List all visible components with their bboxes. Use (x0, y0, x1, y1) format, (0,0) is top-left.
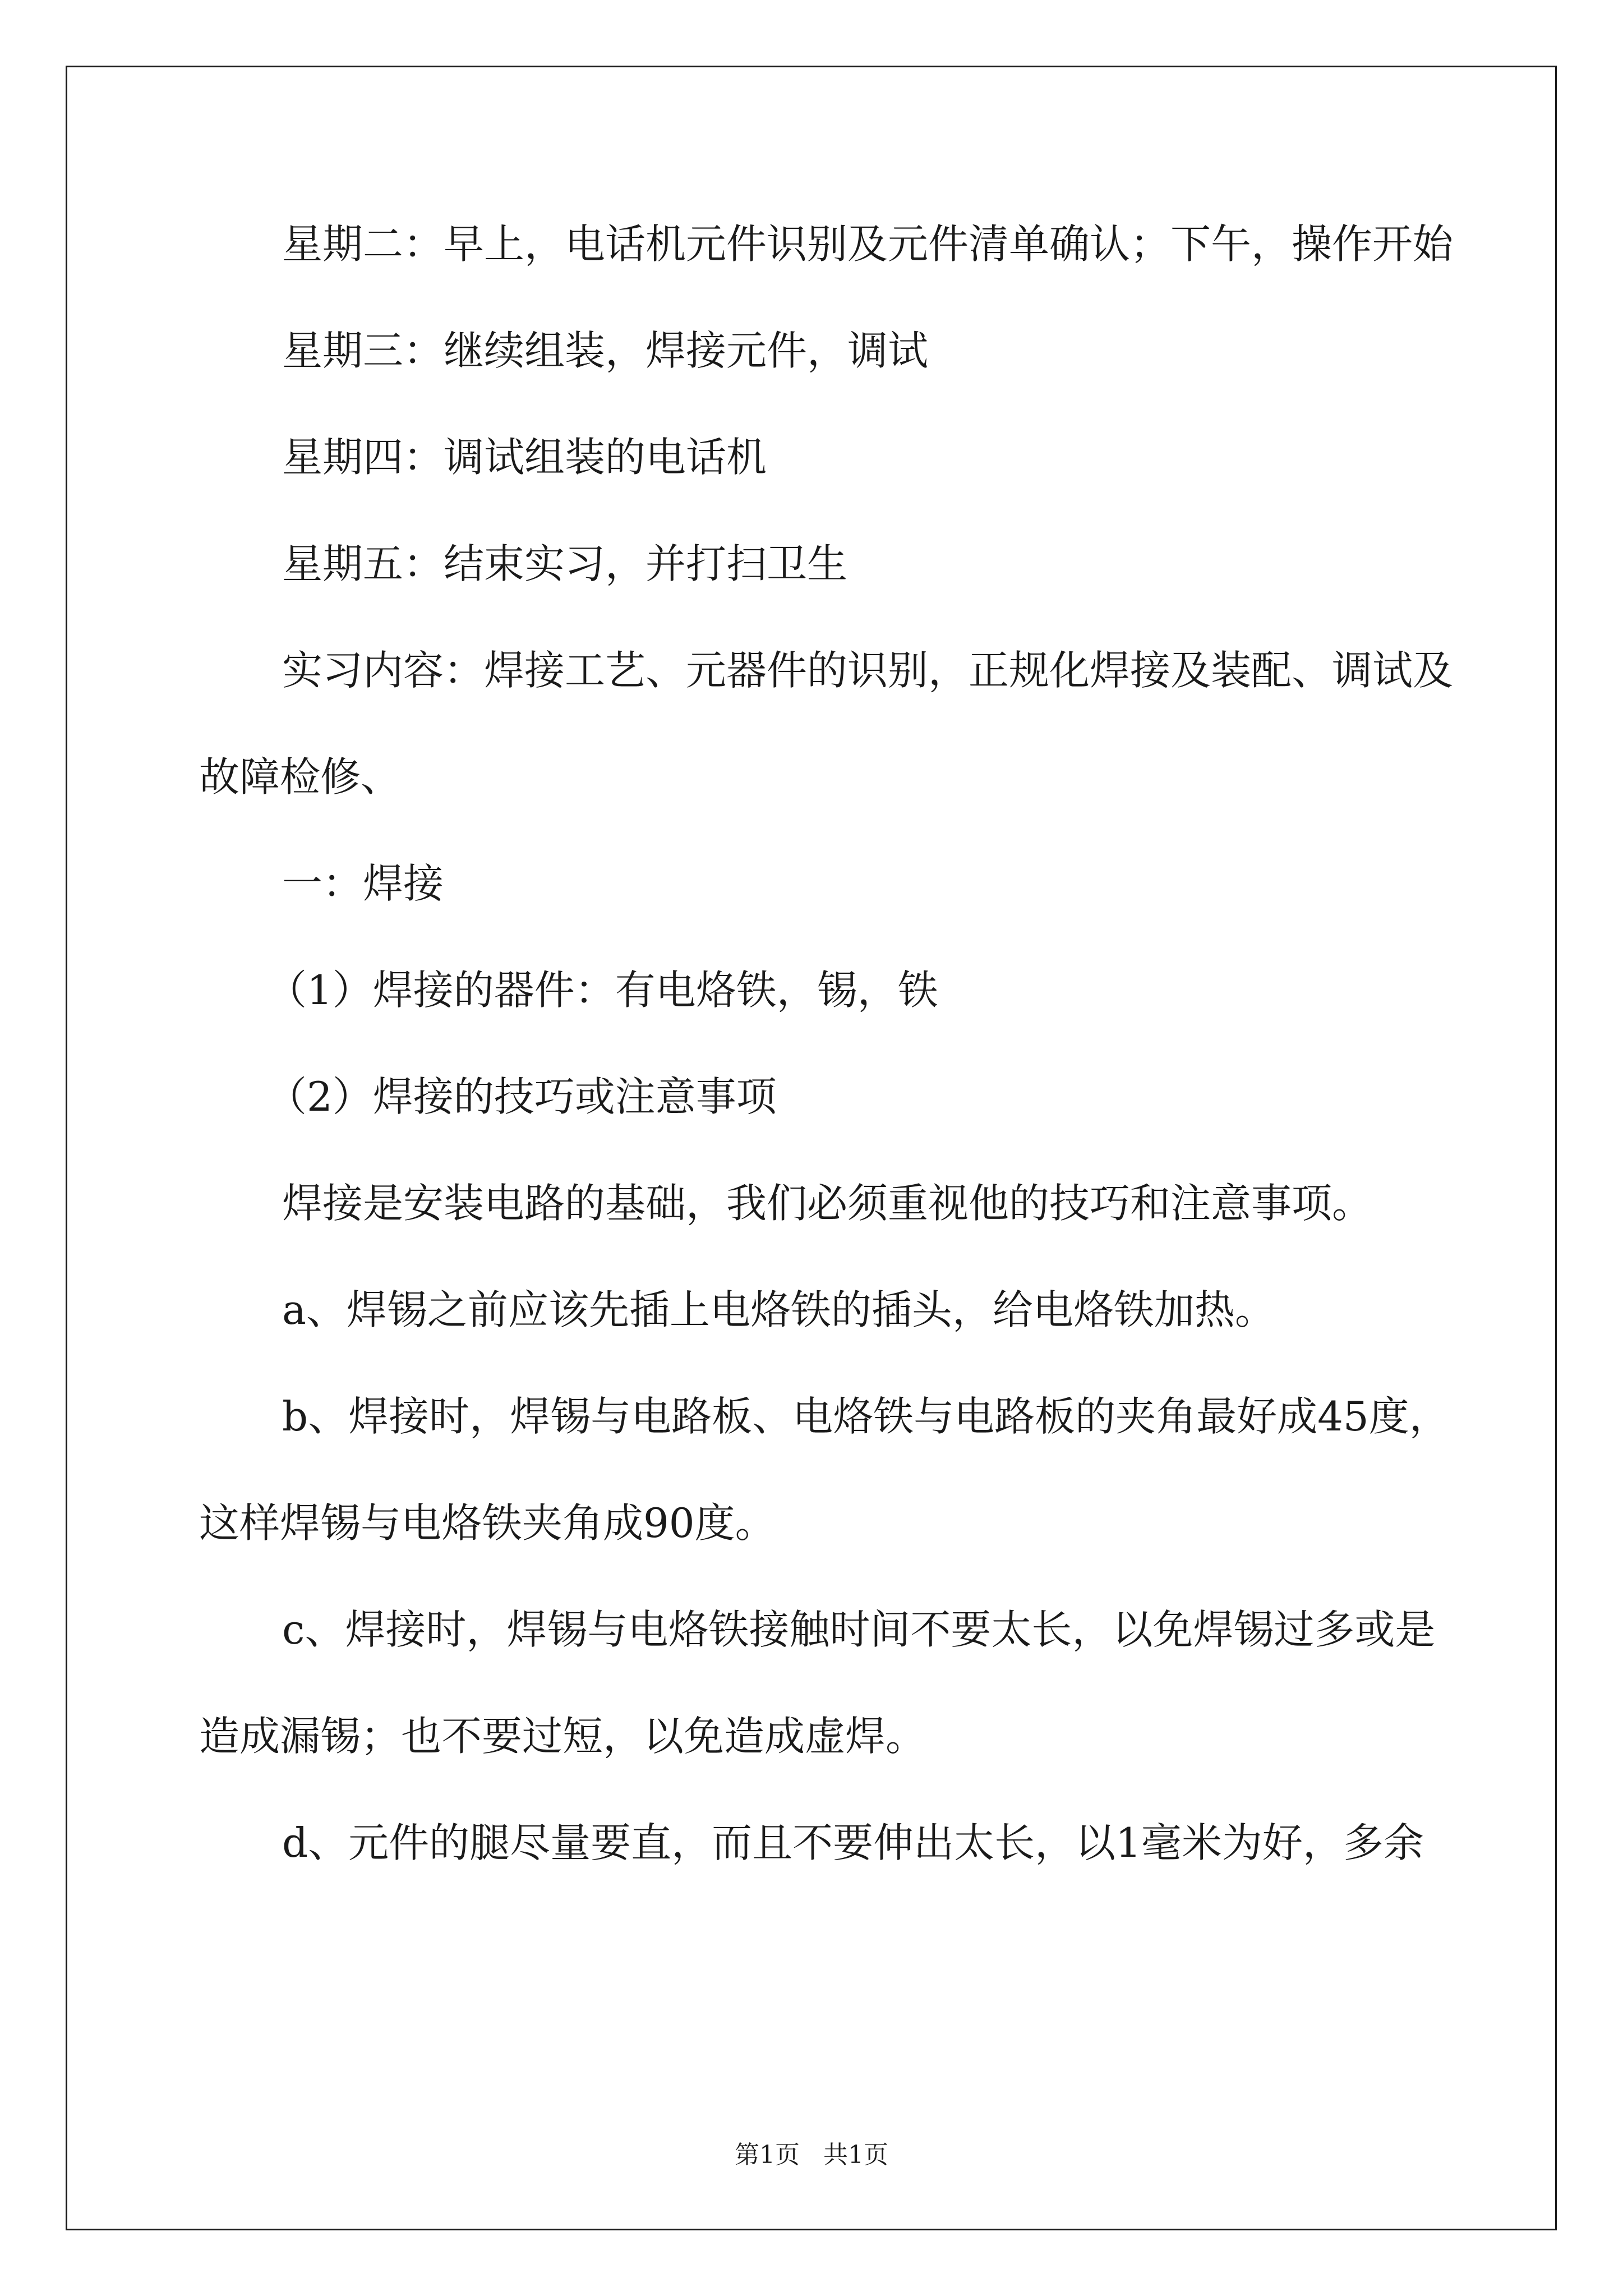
paragraph: d、元件的腿尽量要直，而且不要伸出太长，以1毫米为好，多余 (282, 1819, 1424, 1866)
paragraph: b、焊接时，焊锡与电路板、电烙铁与电路板的夹角最好成45度，这样焊锡与电烙铁夹角成90度。 (199, 1393, 1450, 1547)
paragraph: 焊接是安装电路的基础，我们必须重视他的技巧和注意事项。 (282, 1180, 1373, 1227)
paragraph: 实习内容：焊接工艺、元器件的识别，正规化焊接及装配、调试及故障检修、 (199, 647, 1454, 800)
document-body (199, 191, 1455, 1896)
paragraph: 星期二：早上，电话机元件识别及元件清单确认；下午，操作开始 (282, 220, 1454, 268)
list-item: （1）焊接的器件：有电烙铁，锡，铁 (266, 967, 938, 1014)
paragraph: 星期五：结束实习，并打扫卫生 (282, 540, 848, 587)
list-item: （2）焊接的技巧或注意事项 (266, 1073, 777, 1120)
paragraph: 星期三：继续组装，焊接元件，调试 (282, 327, 929, 374)
page-footer: 第1页 共1页 (735, 2141, 888, 2169)
paragraph: 星期四：调试组装的电话机 (282, 434, 767, 481)
paragraph: c、焊接时，焊锡与电烙铁接触时间不要太长，以免焊锡过多或是造成漏锡；也不要过短，以免造成虚焊。 (199, 1606, 1436, 1760)
section-heading: 一：焊接 (282, 860, 444, 907)
paragraph: a、焊锡之前应该先插上电烙铁的插头，给电烙铁加热。 (282, 1286, 1275, 1333)
